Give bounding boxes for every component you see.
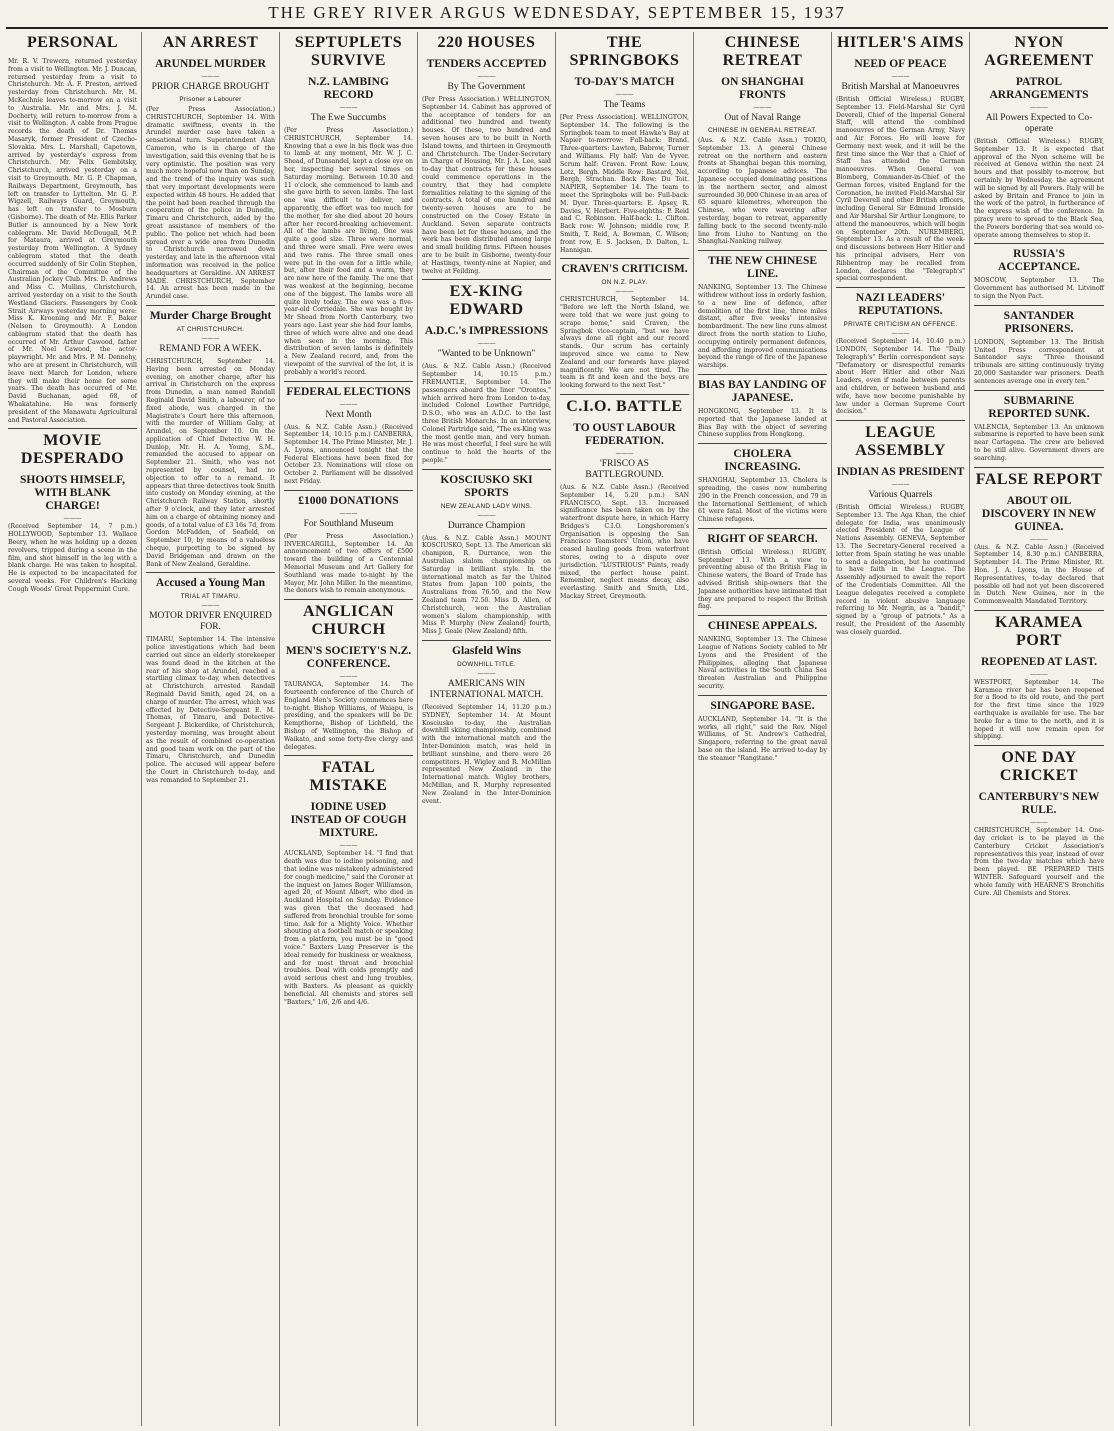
article: [836, 34, 965, 283]
article-headline: Murder Charge Brought: [149, 309, 272, 322]
article-divider: [836, 420, 965, 421]
article-divider: [284, 599, 413, 600]
article-divider: [284, 381, 413, 382]
article-body: CHRISTCHURCH, September 14. One-day cricket is to be played in the Canterbury Cricket Association's representatives this year, instead of over from the two-day matches which have been played. BE PREPARED THIS WINTER. Safeguard yourself and the whole family with HEARNE'S Bronchitis Cure. All Chemists and Stores.: [974, 827, 1104, 897]
headline-rule: ———: [1030, 535, 1048, 543]
article-divider: [836, 287, 965, 288]
article-deck: "Wanted to be Unknown": [437, 349, 536, 360]
article-body: (Aus. & N.Z. Cable Assn.) MOUNT KOSCIUSKO, Sept. 13. The American ski champion, R. Durrance, won the Australian slalom championship on Saturday in brilliant style. In the international match as far the United States from Japan 100 points, the Australians from 76.50, and the New Zealand team 72.50. Miss D. Allen, of Christchurch, won the Australian women's slalom championship, with Miss P. Murphy (New Zealand) fourth, Miss J. Geale (New Zealand) fifth.: [422, 534, 551, 636]
article-headline: EX-KING EDWARD: [449, 283, 524, 319]
article-headline: RIGHT OF SEARCH.: [707, 532, 818, 545]
article-body: SHANGHAI, September 13. Cholera is spreading, the cases now numbering 290 in the French concession, and 79 in the International Settlement, of which 61 were fatal. Most of the victims were Chinese refugees.: [698, 477, 827, 524]
article-divider: [146, 572, 275, 573]
article-divider: [974, 610, 1104, 611]
article-body: AUCKLAND, September 14. "I find that death was due to iodine poisoning, and that iodine was mistakenly administered for cough medicine," said the Coroner at the inquest on James Roger Williamson, aged 20, of Mount Albert, who died in Auckland Hospital on Sunday. Evidence was given that the deceased had suffered from bronchial trouble for some time. Ask for a Mighty Voice. Whether shouting at a football match or speaking from a platform, you must be in "good voice." Baxters Lung Preserver is the ideal remedy for huskiness or weakness, and for most throat and bronchial troubles. Deal with colds promptly and avoid serious chest and lung troubles, with Baxters. As pleasant as quickly beneficial. All chemists and stores sell "Baxters," 1/6, 2/6 and 4/6.: [284, 850, 413, 1006]
article: [974, 243, 1104, 300]
article-deck: British Marshal at Manoeuvres: [841, 82, 960, 92]
article-deck: Various Quarrels: [868, 490, 933, 501]
article-divider: [698, 528, 827, 529]
article-headline: C.I.O. BATTLE: [566, 397, 683, 415]
article-subhead: REOPENED AT LAST.: [981, 655, 1097, 668]
article: [422, 279, 551, 464]
article-subhead: NEW ZEALAND LADY WINS.: [440, 502, 533, 510]
headline-rule: ———: [891, 330, 910, 338]
headline-rule: ———: [201, 73, 220, 80]
article: [560, 34, 689, 254]
article-body: [Per Press Association]. WELLINGTON, September 14. The following is the Springbok team to meet Hawke's Bay at Napier to-morrow: Full-back: Brand. Three-quarters: Lawton, Babrow, Turner and Williams. Fly half: Van de Vyver. Scrum half: Craven. Front Row: Louw, Lotz, Bergh. Middle Row: Bastard, Nel, Bergh, Strachan. Back Row: Du Toit. NAPIER, September 14. The team to meet the Springboks will be: Full-back: M. Dyer. Three-quarters: E. Apsey, R. Davies, V. Herbert. Five-eighths: P. Reid and C. Robinson. Half-back: L. Clifton. Back row: W. Johnson; middle row, P. Smith, T. Reid, A. Bowman, C. Wilson; front row, E. S. Jackson, D. Dalton, L. Hannigan.: [560, 114, 689, 254]
article: [284, 381, 413, 486]
article-divider: [422, 279, 551, 280]
article-subhead: TENDERS ACCEPTED: [426, 58, 547, 70]
article-body: (Received September 14, 7 p.m.) HOLLYWOOD, September 13. Wallace Beery, when he was holding up a dozen revolvers, tripped during a scene in the film, and shot himself in the leg with a blank charge. He was taken to hospital. He is expected to be incapacitated for several weeks. For Children's Hacking Cough Woods' Great Peppermint Cure.: [8, 523, 137, 593]
article: [836, 420, 965, 637]
article: [8, 34, 137, 424]
newspaper-column: [694, 32, 832, 1426]
article-headline: KARAMEA PORT: [995, 613, 1083, 649]
headline-rule: ———: [891, 73, 910, 80]
article-headline: BIAS BAY LANDING OF JAPANESE.: [698, 378, 827, 404]
article-body: LONDON, September 13. The British United Press correspondent at Santander says: "Three thousand tribunals are sitting continuously trying 20,000 Santander war prisoners. Death sentences average one in every ten.": [974, 338, 1104, 385]
article: [8, 428, 137, 593]
article-divider: [698, 695, 827, 696]
article-subhead: TO OUST LABOUR FEDERATION.: [573, 421, 676, 447]
article-subhead: MEN'S SOCIETY'S N.Z. CONFERENCE.: [285, 645, 412, 671]
article-divider: [974, 243, 1104, 244]
article-body: CHRISTCHURCH, September 14. Having been arrested on Monday evening, on another charge, after his arrival in Christchurch on the express from Dunedin, a man named Randall Reginald David Smith, a labourer, of no fixed abode, was charged in the Magistrate's Court here this afternoon, with the murder of William Gaby, at Arundel, on September 10. On the application of Chief Detective W. H. Dunlop, Mr. H. A. Young, S.M., remanded the accused to appear on September 21. Smith, who was not represented by counsel, had no objection to offer to a remand. It appears that three detectives took Smith into custody on Monday evening, at the Christchurch Railway Station, shortly after 9 o'clock, and they later arrested him on a charge of obtaining money and goods, of a total value of £3 16s 7d, from Gordon McFadden, of Seafield, on September 10, by means of a valueless cheque, purporting to be signed by David Bridgeman and drawn on the Bank of New Zealand, Geraldine.: [146, 357, 275, 568]
article-headline: 220 HOUSES: [437, 34, 536, 51]
article-divider: [974, 467, 1104, 468]
article-body: HONGKONG, September 13. It is reported that the Japanese landed at Bias Bay with the object of severing Chinese supplies from Hongkong.: [698, 407, 827, 439]
article-headline: FATAL MISTAKE: [309, 759, 388, 795]
article-deck: Durrance Champion: [447, 520, 526, 531]
article-body: (British Official Wireless.) RUGBY, September 13. The Aga Khan, the chief delegate for India, was unanimously elected President of the League of Nations Assembly. GENEVA, September 13. The Secretary-General received a letter from Spain stating he was unable to send a delegation, but he continued to have faith in the League. The Assembly adjourned to await the report of the Credentials Committee. All the League delegates received a complete record in violent abusive language referring to Mr. Negrin, as a "bandit," signed by a "group of patriots." As a result, the President of the Assembly was closely guarded.: [836, 504, 965, 636]
article-divider: [698, 374, 827, 375]
headline-rule: ———: [339, 509, 358, 517]
article: [974, 34, 1104, 239]
article-headline: CHINESE APPEALS.: [707, 620, 818, 633]
article-headline: KOSCIUSKO SKI SPORTS: [440, 473, 533, 499]
article-body: TIMARU, September 14. The intensive police investigations which had been carried out since an elderly storekeeper was found dead in the kitchen at the rear of his shop at Arundel, reached a startling climax to-day, when detectives at Christchurch arrested Randall Reginald David Smith, aged 24, on a charge of murder. The arrest, which was effected by Detective-Sergeant E. M. Thomas, of Timaru, and Detective-Sergeant J. Bickerdike, of Christchurch, yesterday morning, was brought about as the result of combined co-operation and good team work on the part of the Timaru, Christchurch, and Dunedin police. The accused will appear before the Court in Christchurch to-day, and was remanded to September 21.: [146, 636, 275, 784]
masthead: THE GREY RIVER ARGUS WEDNESDAY, SEPTEMBER 15, 1937: [268, 3, 846, 22]
article: [422, 469, 551, 636]
article: [698, 34, 827, 246]
article-body: WESTPORT, September 14. The Karamea river bar has been reopened for a flood to its old route, and the port for the first time since the 1929 earthquake is available for use. The bar broke for a time to the north, and it is hoped it will now remain open for shipping.: [974, 678, 1104, 741]
article: [422, 640, 551, 805]
article-body: TAURANGA, September 14. The fourteenth conference of the Church of England Men's Society commences here to-night. Bishop Williams, of Waiapu, is presiding, and the speakers will be Dr. Kempthorne, Bishop of Lichfield, the Bishop of Wellington, the Bishop of Waikato, and some forty-five clergy and delegates.: [284, 681, 413, 751]
article-subhead: DOWNHILL TITLE.: [457, 661, 516, 669]
article-divider: [8, 428, 137, 429]
article-body: (British Official Wireless.) RUGBY, September 13. With a view to preventing abuse of the British Flag in Chinese waters, the Board of Trade has advised British ship-owners that the Japanese authorities have intimated that they are prepared to respect the British flag.: [698, 548, 827, 611]
article-headline: RUSSIA'S ACCEPTANCE.: [998, 248, 1080, 274]
article-deck-secondary: Prisoner a Labourer: [179, 96, 242, 103]
article: [284, 599, 413, 751]
article-body: (Per Press Association.) INVERCARGILL, September 14. An announcement of two offers of £500 toward the building of a Centennial Memorial Museum and Art Gallery for Southland was made to-night by the Mayor, Mr. John Miller. In the meantime, the donors wish to remain anonymous.: [284, 532, 413, 595]
article-headline: AN ARREST: [162, 34, 259, 51]
article-deck: Next Month: [325, 409, 372, 420]
article: [146, 572, 275, 784]
headline-rule: ———: [339, 400, 358, 408]
article-headline: SANTANDER PRISONERS.: [1003, 309, 1075, 335]
article-subhead: PATROL ARRANGEMENTS: [989, 76, 1089, 101]
article-body: (British Official Wireless.) RUGBY, September 13. Field-Marshal Sir Cyril Deverell, Chief of the Imperial General Staff, will attend the combined manoeuvres of the German Army, Navy and Air Forces. He will leave for Germany next week, and it will be the first time since the War that a Chief of Staff has attended the German manoeuvres. When General von Blomberg, Commander-in-Chief of the German forces, visited England for the Coronation, he invited Field-Marshal Sir Cyril Deverell and other British officers, including General Sir Edmund Ironside and Air Marshal Sir Arthur Longmore, to attend the manoeuvres, which will begin on September 20th. NUREMBERG, September 13. As a result of the week-end discussions between Herr Hitler and his principal advisers, Herr von Ribbentrop may be recalled from London, declares the "Telegraph's" special correspondent.: [836, 96, 966, 283]
headline-rule: ———: [63, 515, 82, 523]
newspaper-column: [418, 32, 556, 1426]
article-divider: [974, 390, 1104, 391]
article-deck: Out of Naval Range: [724, 113, 801, 123]
article-body: (Aus. & N.Z. Cable Assn.) (Received September 14, 10.15 p.m.) FREMANTLE, September 14. The passengers aboard the liner "Orontes," which arrived here from London to-day, included Colonel Lowther Partridge, D.S.O., who was an A.D.C. to the last three British Monarchs. In an interview, Colonel Partridge said, "The ex-King was the most gentle man, and very human. He was most cheerful, I feel sure he will continue to hold the hearts of the people.": [422, 363, 551, 464]
article: [422, 34, 551, 275]
article: [146, 305, 275, 569]
headline-rule: ———: [477, 340, 496, 348]
article-divider: [560, 258, 689, 259]
headline-rule: ———: [1030, 104, 1048, 111]
article: [698, 615, 827, 691]
article-divider: [698, 250, 827, 251]
article-divider: [698, 443, 827, 444]
article-body: (Per Press Association.) CHRISTCHURCH, September 14. Knowing that a ewe in his flock was due to lamb at any moment, Mr. W. J. C. Shead, of Dunsandel, kept a close eye on her, inspecting her several times on Saturday morning. Between 10.30 and 11 o'clock, she commenced to lamb and she gave birth to seven lambs. The last one was difficult to deliver, and apparently, the effort was too much for the mother, for she died about 20 hours after her record-breaking achievement. All of the lambs are living. One was quite a good size. Three were normal, and three were small. Five were ewes and two rams. The three small ones were put in the oven for a little while, but, after their food and a warm, they are now here of the family. The one that was weakest at the beginning, became one of the biggest. The lambs were all quite lively today. The ewe was a five-year-old Corriedale. She was bought by Mr Shead from North Canterbury, two years ago. Last year she had four lambs, three of which were alive and one dead when seen in the morning. This distribution of seven lambs is definitely a New Zealand record, and, from the viewpoint of the survival of the lot, it is probably a world's record.: [284, 127, 413, 376]
article-body: (British Official Wireless.) RUGBY, September 13. It is expected that approval of the Nyon scheme will be received at Geneva within the next 24 hours and that possibly to-morrow, but certainly by Wednesday, the agreement will be signed by all Powers. Italy will be asked by Britain and France to join in the work of the patrol, in furtherance of the express wish of the conference. In piracy were to spread to the Black Sea, the Powers bordering that sea would co-operate among themselves to stop it.: [974, 138, 1104, 239]
article-subhead: ABOUT OIL DISCOVERY IN NEW GUINEA.: [981, 494, 1097, 533]
article-divider: [422, 640, 551, 641]
article: [698, 528, 827, 611]
article-subhead: SHOOTS HIMSELF, WITH BLANK CHARGE!: [19, 474, 126, 513]
headline-rule: ———: [615, 91, 634, 98]
article-subhead: TRIAL AT TIMARU.: [180, 593, 241, 601]
newspaper-column: [832, 32, 970, 1426]
article-subhead: INDIAN AS PRESIDENT: [836, 466, 965, 479]
article-headline: NAZI LEADERS' REPUTATIONS.: [855, 292, 946, 318]
article-headline: NYON AGREEMENT: [984, 34, 1094, 69]
article: [974, 467, 1104, 606]
columns-container: [4, 32, 1110, 1426]
article-divider: [146, 305, 275, 306]
article-subhead: NEED OF PEACE: [854, 58, 947, 70]
article: [146, 34, 275, 301]
article-headline: THE SPRINGBOKS: [569, 34, 680, 69]
newspaper-column: [4, 32, 142, 1426]
headline-rule: ———: [339, 842, 358, 850]
article-deck-secondary: CHINESE IN GENERAL RETREAT.: [708, 127, 817, 134]
article-subhead: ARUNDEL MURDER: [155, 58, 266, 70]
article-body: (Received September 14, 10.40 p.m.) LONDON, September 14. The "Daily Telegraph's" Berlin correspondent says: "Defamatory or disrespectful remarks about Herr Hitler and other Nazi Leaders, even if made between parents and children, or between husband and wife, have now become punishable by law under a German Supreme Court decision.": [836, 338, 965, 416]
article-body: (Per Press Association.) CHRISTCHURCH, September 14. With dramatic swiftness, events in the Arundel murder case have taken a sensational turn. Superintendent Alan Cameron, who is in charge of the investigation, said this evening that he is very optimistic. The position was very much more hopeful now than on Sunday, and the trend of the inquiry was such that very important developments were expected within 48 hours. He added that the point had been reached through the cooperation of the police in Dunedin, Timaru and Christchurch, aided by the great assistance of members of the public. The police net which had been spread over a wide area from Dunedin to Christchurch narrowed down yesterday, and late in the afternoon vital information was received in the police headquarters at Geraldine. AN ARREST MADE. CHRISTCHURCH, September 14. An arrest has been made in the Arundel case.: [146, 106, 275, 301]
headline-rule: ———: [339, 673, 358, 681]
article: [698, 695, 827, 763]
article: [698, 374, 827, 439]
headline-rule: ———: [477, 670, 496, 678]
article-divider: [560, 394, 689, 395]
headline-rule: ———: [201, 602, 220, 610]
article: [974, 390, 1104, 463]
article: [560, 258, 689, 390]
headline-rule: ———: [1030, 670, 1048, 678]
newspaper-column: [556, 32, 694, 1426]
article-deck: By The Government: [447, 82, 526, 92]
article: [974, 745, 1104, 897]
article: [974, 305, 1104, 386]
article-headline: THE NEW CHINESE LINE.: [707, 255, 818, 281]
article: [560, 394, 689, 601]
article-deck: For Southland Museum: [303, 518, 394, 529]
article-subhead: ON N.Z. PLAY.: [601, 279, 648, 287]
article-divider: [974, 305, 1104, 306]
article-body: NANKING, September 13. The Chinese withdrew without loss in orderly fashion, to a new line of defence, after demolition of the first line, three miles distant, after five weeks' intensive bombardment. The new line runs almost direct from the north station to Liuho, occupying entirely permanent defences, and affording improved communications beyond the range of fire of the Japanese warships.: [698, 284, 827, 370]
article-deck: The Teams: [603, 100, 646, 110]
article-headline: Glasfeld Wins: [452, 645, 521, 658]
article-headline: PERSONAL: [26, 34, 119, 51]
article: [974, 610, 1104, 741]
article-body: VALENCIA, September 13. An unknown submarine is reported to have been sunk near Cartagena. The crew are believed to be still alive. Government divers are searching.: [974, 423, 1104, 462]
article-body: MOSCOW, September 13. The Government has authorised M. Litvinoff to sign the Nyon Pact.: [974, 277, 1104, 300]
article-subhead: ON SHANGHAI FRONTS: [721, 76, 804, 101]
article-body: (Aus. & N.Z. Cable Assn.) TOKIO, September 13. A general Chinese retreat on the northern and eastern fronts at Shanghai began this morning, according to Japanese advices. The Japanese occupied dominating positions in the northern sector, and almost surrounded 30,000 Chinese in an area of 65 square kilometres, whereupon the Chinese, who were wavering after yesterday, began to retreat, apparently falling back to the second twenty-mile line from Liuho to Nantung on the Shanghai-Nanking railway.: [698, 137, 827, 246]
article: [284, 755, 413, 1006]
article-headline: CHOLERA INCREASING.: [724, 448, 801, 474]
article-deck: REMAND FOR A WEEK.: [159, 343, 262, 354]
article-divider: [698, 615, 827, 616]
article-body: (Received September 14, 11.20 p.m.) SYDNEY, September 14. At Mount Kosciusko to-day, the Australian downhill skiing championship, combined with the international match and the Inter-Dominion match, was held in brilliant sunshine, and there were 26 competitors. H. Wigley and R. McMillan represented New Zealand in the International match. Wigley brothers, McMillan, and R. Murphy represented New Zealand in the Inter-Dominion event.: [422, 704, 551, 805]
article-body: AUCKLAND, September 14. "It is the works, all right," said the Rev. Nigel Williams, of St. Andrew's Cathedral, Singapore, referring to the great naval base on the island. He arrived to-day by the steamer "Rangitane.": [698, 715, 827, 762]
article-headline: SEPTUPLETS SURVIVE: [294, 34, 403, 69]
article-deck: 'FRISCO AS BATTLEGROUND.: [585, 458, 664, 480]
article: [698, 443, 827, 524]
article-body: (Per Press Association.) WELLINGTON, September 14. Cabinet has approved of the acceptance of tenders for an additional two hundred and twenty houses. Of these, two hundred and seven houses are to be built in North Island towns, and thirteen in Greymouth and Christchurch. The Under-Secretary in Charge of Housing, Mr. J. A. Lee, said to-day that contracts for these houses could commence operations in the country, that they had complete formalities relating to the signing of the contracts. A total of one hundred and twenty-seven houses are to be constructed on the Cosey Estate in Auckland. Seven separate contracts have been let for these houses, and the work has been distributed among large and small building firms. Fifteen houses are to be built in Gisborne, twenty-four at Hastings, twenty-nine at Napier, and twelve at Feilding.: [422, 96, 551, 275]
article-divider: [284, 490, 413, 491]
newspaper-column: [142, 32, 280, 1426]
article-headline: MOVIE DESPERADO: [20, 432, 125, 468]
article-body: NANKING, September 13. The Chinese League of Nations Society cabled to Mr Lyons and the President of the Philippines, alleging that Japanese Naval activities in the South China Sea threaten Australian and Philippine security.: [698, 636, 827, 691]
article-headline: ANGLICAN CHURCH: [302, 603, 395, 639]
article: [284, 490, 413, 595]
headline-rule: ———: [753, 104, 772, 111]
article-subhead: N.Z. LAMBING RECORD: [308, 76, 389, 101]
article-headline: SUBMARINE REPORTED SUNK.: [988, 394, 1090, 420]
article: [284, 34, 413, 377]
masthead-rule: [6, 27, 1108, 29]
article-subhead: CANTERBURY'S NEW RULE.: [978, 791, 1100, 817]
article-body: CHRISTCHURCH, September 14. "Before we left the North Island, we were told that we were just going to scrape home," said Craven, the Springbok vice-captain, "but we have always done all right and our record stands. Our scrum has certainly improved since we came to New Zealand and our forwards have played magnificently. We are not tired. The team is fit and keen and the boys are looking forward to the next Test.": [560, 296, 689, 390]
article-headline: Accused a Young Man: [155, 577, 266, 590]
article-headline: SINGAPORE BASE.: [710, 699, 815, 712]
headline-rule: ———: [477, 73, 496, 80]
article-divider: [422, 469, 551, 470]
article-headline: FEDERAL ELECTIONS: [286, 385, 411, 398]
article-deck: PRIOR CHARGE BROUGHT: [151, 82, 270, 92]
article: [836, 287, 965, 416]
article-headline: CRAVEN'S CRITICISM.: [561, 263, 688, 276]
article-headline: CHINESE RETREAT: [722, 34, 803, 69]
article-divider: [284, 755, 413, 756]
article-deck: MOTOR DRIVER ENQUIRED FOR.: [149, 611, 272, 633]
article-headline: FALSE REPORT: [975, 470, 1103, 488]
headline-rule: ———: [891, 481, 910, 489]
article-headline: LEAGUE ASSEMBLY: [855, 424, 946, 460]
article-deck: All Powers Expected to Co-operate: [985, 113, 1093, 134]
article-subhead: IODINE USED INSTEAD OF COUGH MIXTURE.: [290, 801, 407, 840]
article-headline: £1000 DONATIONS: [298, 494, 399, 507]
article-body: (Aus. & N.Z. Cable Assn.) (Received September 14, 5.20 p.m.) SAN FRANCISCO, Sept. 13. Increased significance has been taken on by the waterfront dispute here, in which Harry Bridges's C.I.O. Longshoremen's Organisation is opposing the San Francisco Teamsters' Union, who have ceased hauling goods from waterfront stores, owing to a dispute over jurisdiction. "LUSTRIOUS" Paints, ready mixed, the perfect house paint. Remember, neglect means decay, also everlasting. Smith and Smith, Ltd., Mackay Street, Greymouth.: [560, 483, 689, 601]
article-divider: [974, 745, 1104, 746]
article-body: (Aus. & N.Z. Cable Assn.) (Received September 14, 10.15 p.m.) CANBERRA, September 14. The Prime Minister, Mr. J. A. Lyons, announced tonight that the Federal Elections have been fixed for October 23. Nominations will close on October 2. Parliament will be dissolved next Friday.: [284, 423, 413, 486]
article-headline: HITLER'S AIMS: [837, 34, 964, 51]
article-subhead: PRIVATE CRITICISM AN OFFENCE.: [843, 321, 958, 329]
headline-rule: ———: [339, 104, 358, 111]
headline-rule: ———: [615, 288, 634, 296]
newspaper-column: [280, 32, 418, 1426]
article-deck: The Ewe Succumbs: [310, 113, 387, 123]
article-subhead: TO-DAY'S MATCH: [574, 76, 675, 88]
article: [698, 250, 827, 370]
newspaper-column: [970, 32, 1108, 1426]
article-subhead: A.D.C.'s IMPRESSIONS: [424, 325, 549, 338]
article-body: Mr. R. V. Trewern, returned yesterday from a visit to Wellington. Mr. J. Duncan, returned yesterday from a visit to Christchurch. Mr. A. F. Preston, arrived yesterday from Christchurch. Mr. M. McKechnie leaves to-morrow on a visit to Australia. Mr. and Mrs. J. M. Docherty, will return to-morrow from a visit to Wellington. A cable from Prague records the death of Dr. Thomas Masaryk, former President of Czecho-Slovakia. Mrs. L. Marshall, Capetown, arrived by yesterday's express from Christchurch. Mr. Felix Gembitsky, Christchurch, arrived yesterday on a visit to Greymouth. Mr. G. P. Chapman, Railways Department, Greymouth, has left on transfer to Lyttelton. Mr. G. P. Wigzell, Railways Guard, Greymouth, has left on transfer to Mosburn (Gisborne). The death of Mr. Ellis Parker Butler is announced by a New York cablegram. Mr. David McDougall, M.P. for Mataura, arrived at Greymouth yesterday from Wellington. A Sydney cablegram stated that the death occurred suddenly of Sir Colin Stephen, Chairman of the Committee of the Australian Jockey Club. Mrs. D. Andrews and Miss C. Mullins, Christchurch, arrived yesterday on a visit to the South Westland Glaciers. Passengers by Cook Strait Airways yesterday morning were: Miss K. Kroening and Mr. F. Baker (Nelson to Greymouth). A London cablegram stated that the death has occurred of Mr. Arthur Cawood, father of Mr. Noel Cawood, the actor-playwright. Mr. and Mrs. P. M. Dennehy, who are at present in Christchurch, will leave next March for London, where they will make their home for some years. The death has occurred of Mr. David Buchanan, aged 68, of Whakatahine. He was formerly president of the Manawatu Agricultural and Pastoral Association.: [8, 58, 137, 424]
article-body: (Aus. & N.Z. Cable Assn.) (Received September 14, 8.30 p.m.) CANBERRA, September 14. The Prime Minister, Rt. Hon. J. A. Lyons, in the House of Representatives, to-day declared that possible oil had not yet been discovered in Dutch New Guinea, nor in the Commonwealth Mandated Territory.: [974, 543, 1104, 606]
headline-rule: ———: [1030, 819, 1048, 827]
article-headline: ONE DAY CRICKET: [999, 749, 1079, 785]
headline-rule: ———: [201, 334, 220, 342]
article-deck: AMERICANS WIN INTERNATIONAL MATCH.: [429, 679, 544, 701]
article-subhead: AT CHRISTCHURCH.: [176, 325, 245, 333]
headline-rule: ———: [477, 511, 496, 519]
headline-rule: ———: [615, 449, 634, 457]
